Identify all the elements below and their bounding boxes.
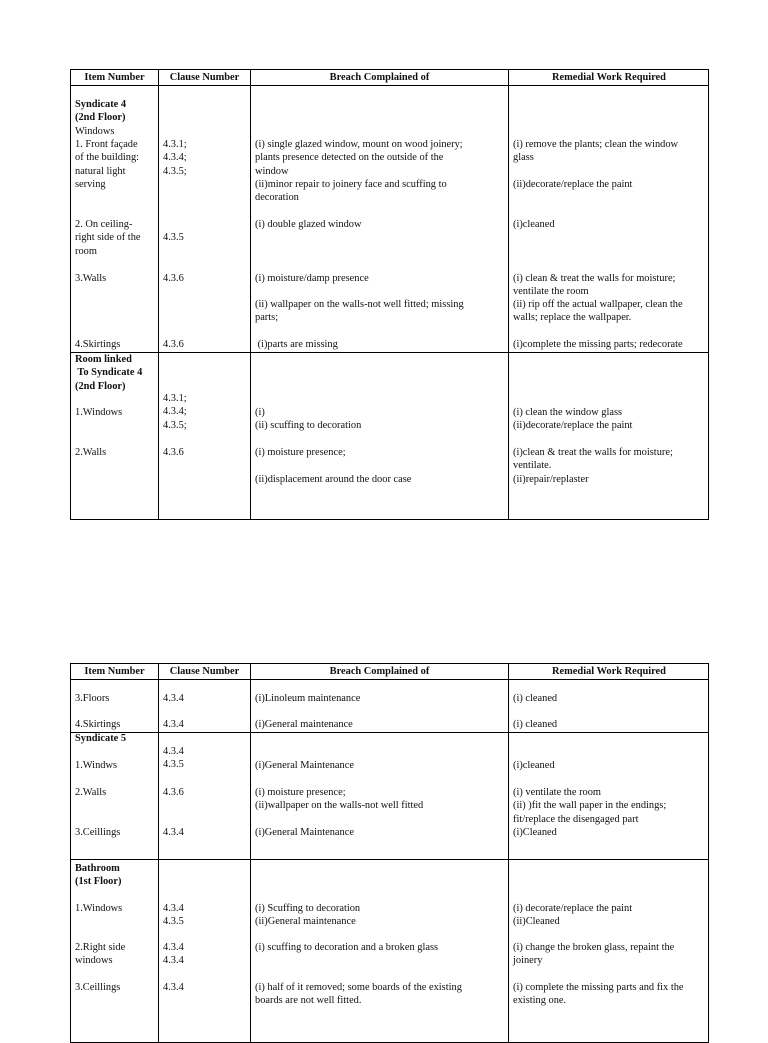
clause-cell: 4.3.6: [163, 447, 184, 458]
item-windows: 1.Windows: [75, 407, 123, 418]
breach-cell: (ii)displacement around the door case: [255, 474, 412, 485]
item-windows: 1.Windws: [75, 760, 118, 771]
breach-cell: (i)General Maintenance: [255, 827, 354, 838]
header-breach: Breach Complained of: [329, 72, 430, 83]
section-divider: [71, 859, 708, 860]
item-walls: 3.Walls: [75, 273, 107, 284]
section-title-syndicate-4: Syndicate 4 (2nd Floor): [75, 99, 127, 124]
item-floors: 3.Floors: [75, 693, 110, 704]
clause-cell: 4.3.1; 4.3.4; 4.3.5;: [163, 139, 187, 177]
remedial-cell: (i) ventilate the room (ii) )fit the wall paper in the endings; fit/replace the disengaged part: [513, 787, 667, 825]
header-item-number: Item Number: [84, 72, 145, 83]
remedial-cell: (i) decorate/replace the paint (ii)Cleaned: [513, 903, 633, 928]
breach-cell: (i) moisture presence;: [255, 447, 346, 458]
column-divider: [508, 70, 509, 519]
breach-cell: (i) moisture presence; (ii)wallpaper on the walls-not well fitted: [255, 787, 424, 812]
remedial-cell: (i) complete the missing parts and fix the existing one.: [513, 982, 684, 1007]
column-divider: [158, 70, 159, 519]
remedial-cell: (i)cleaned: [513, 219, 555, 230]
header-remedial: Remedial Work Required: [552, 72, 666, 83]
column-divider: [250, 664, 251, 1042]
column-divider: [158, 664, 159, 1042]
section-divider: [71, 352, 708, 353]
item-ceilings: 3.Ceillings: [75, 982, 121, 993]
clause-cell: 4.3.4: [163, 982, 184, 993]
breach-cell: (i) (ii) scuffing to decoration: [255, 407, 362, 432]
breach-cell: (i) Scuffing to decoration (ii)General maintenance: [255, 903, 361, 928]
breach-cell: (i)General maintenance: [255, 719, 353, 730]
remedial-cell: (i) remove the plants; clean the window glass: [513, 139, 679, 164]
item-windows: 1.Windows: [75, 903, 123, 914]
section-title-bathroom: Bathroom (1st Floor): [75, 863, 122, 888]
remedial-cell: (ii)decorate/replace the paint: [513, 179, 633, 190]
section-title-room-linked: Room linked To Syndicate 4 (2nd Floor): [75, 354, 143, 392]
remedial-cell: (i)complete the missing parts; redecorate: [513, 339, 683, 350]
clause-cell: 4.3.6: [163, 339, 184, 350]
clause-cell: 4.3.4: [163, 827, 184, 838]
breach-cell: (i)General Maintenance: [255, 760, 354, 771]
item-walls: 2.Walls: [75, 447, 107, 458]
clause-cell: 4.3.6: [163, 787, 184, 798]
remedial-cell: (i)Cleaned: [513, 827, 557, 838]
breach-cell: (ii) wallpaper on the walls-not well fitted; missing parts;: [255, 299, 464, 324]
item-ceilings: 3.Ceillings: [75, 827, 121, 838]
breach-cell: (i)parts are missing: [255, 339, 338, 350]
clause-cell: 4.3.6: [163, 273, 184, 284]
item-walls: 2.Walls: [75, 787, 107, 798]
clause-cell: 4.3.4: [163, 719, 184, 730]
item-skirtings: 4.Skirtings: [75, 719, 121, 730]
remedial-cell: (i) change the broken glass, repaint the joinery: [513, 942, 675, 967]
remedial-cell: (i) cleaned: [513, 693, 558, 704]
item-right-side-windows: 2.Right side windows: [75, 942, 126, 967]
remedial-works-table-2: [70, 663, 709, 1043]
breach-cell: (i) half of it removed; some boards of the existing boards are not well fitted.: [255, 982, 462, 1007]
remedial-cell: (i)cleaned: [513, 760, 555, 771]
remedial-cell: (i)clean & treat the walls for moisture; ventilate. (ii)repair/replaster: [513, 447, 673, 485]
item-front-facade: 1. Front façade of the building: natural light serving: [75, 139, 140, 191]
column-divider: [508, 664, 509, 1042]
remedial-cell: (ii) rip off the actual wallpaper, clean the walls; replace the wallpaper.: [513, 299, 683, 324]
clause-cell: 4.3.1; 4.3.4; 4.3.5;: [163, 393, 187, 431]
breach-cell: (i) double glazed window: [255, 219, 362, 230]
header-breach: Breach Complained of: [329, 666, 430, 677]
section-title-syndicate-5: Syndicate 5: [75, 733, 127, 744]
remedial-cell: (i) clean the window glass (ii)decorate/replace the paint: [513, 407, 633, 432]
breach-cell: (i) scuffing to decoration and a broken glass: [255, 942, 439, 953]
header-clause-number: Clause Number: [169, 72, 240, 83]
section-subtitle-windows: Windows: [75, 126, 115, 137]
column-divider: [250, 70, 251, 519]
section-divider: [71, 732, 708, 733]
header-item-number: Item Number: [84, 666, 145, 677]
clause-cell: 4.3.5: [163, 232, 184, 243]
clause-cell: 4.3.4 4.3.4: [163, 942, 184, 967]
clause-cell: 4.3.4 4.3.5: [163, 746, 184, 771]
clause-cell: 4.3.4 4.3.5: [163, 903, 184, 928]
remedial-cell: (i) clean & treat the walls for moisture; ventilate the room: [513, 273, 676, 298]
breach-cell: (i) moisture/damp presence: [255, 273, 369, 284]
item-ceiling-right-side: 2. On ceiling- right side of the room: [75, 219, 141, 257]
breach-cell: (i) single glazed window, mount on wood joinery; plants presence detected on the outside of the window: [255, 139, 463, 177]
header-clause-number: Clause Number: [169, 666, 240, 677]
breach-cell: (i)Linoleum maintenance: [255, 693, 361, 704]
header-row-divider: [71, 679, 708, 680]
remedial-works-table-1: [70, 69, 709, 520]
clause-cell: 4.3.4: [163, 693, 184, 704]
header-remedial: Remedial Work Required: [552, 666, 666, 677]
item-skirtings: 4.Skirtings: [75, 339, 121, 350]
breach-cell: (ii)minor repair to joinery face and scuffing to decoration: [255, 179, 447, 204]
remedial-cell: (i) cleaned: [513, 719, 558, 730]
header-row-divider: [71, 85, 708, 86]
